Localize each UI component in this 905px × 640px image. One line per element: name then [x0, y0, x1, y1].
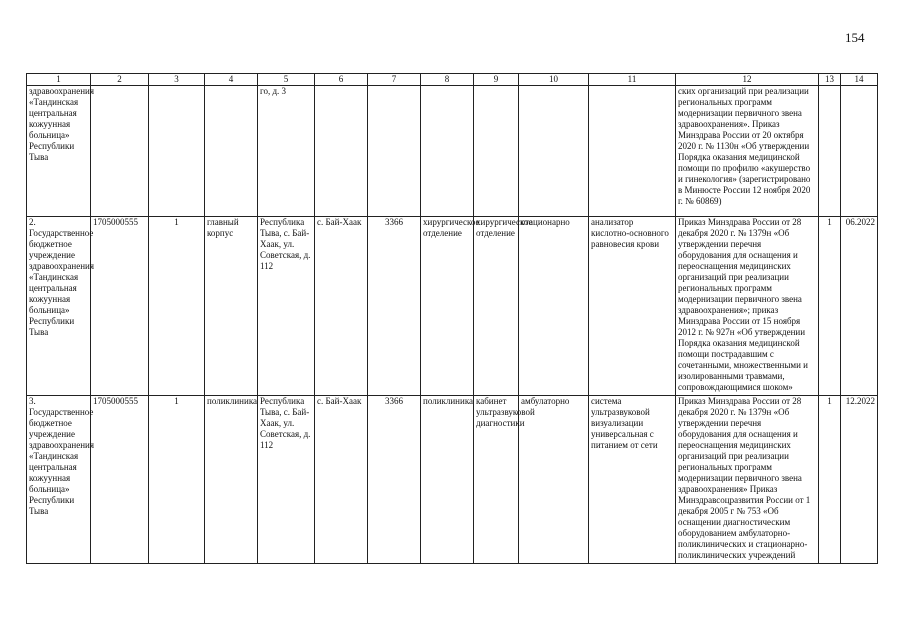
table-cell: 1705000555: [91, 396, 149, 564]
table-cell: анализатор кислотно-основного равновесия крови: [589, 217, 676, 396]
table-cell: поликлиника: [205, 396, 258, 564]
table-cell: поликлиника: [421, 396, 474, 564]
page-number: 154: [845, 30, 865, 45]
table-row: [27, 396, 878, 564]
table-cell: 1: [819, 217, 841, 396]
table-cell: 06.2022: [841, 217, 878, 396]
table-cell: Приказ Минздрава России от 28 декабря 2020 г. № 1379н «Об утверждении перечня оборудования для оснащения и переоснащения медицинских организаций при реализации региональных программ модернизации первичного звена здравоохранения» Приказ Минздравсоцразвития России от 1 декабря 2005 г № 753 «Об оснащении диагностическим оборудованием амбулаторно-поликлинических и стационарно-поликлинических учреждений: [676, 396, 819, 564]
table-cell: стационарно: [519, 217, 589, 396]
table-cell: [819, 86, 841, 217]
table-row: [27, 217, 878, 396]
table-cell: 1: [149, 396, 205, 564]
table-cell: здравоохранения «Тандинская центральная кожуунная больница» Республики Тыва: [27, 86, 91, 217]
table-cell: [421, 86, 474, 217]
column-header: 6: [315, 74, 368, 86]
table-cell: 2. Государственное бюджетное учреждение здравоохранения «Тандинская центральная кожуунная больница» Республики Тыва: [27, 217, 91, 396]
table-cell: Республика Тыва, с. Бай-Хаак, ул. Советская, д. 112: [258, 396, 315, 564]
column-header: 7: [368, 74, 421, 86]
table-cell: 3366: [368, 217, 421, 396]
table-cell: [368, 86, 421, 217]
table-cell: 1705000555: [91, 217, 149, 396]
table-cell: кабинет ультразвуковой диагностики: [474, 396, 519, 564]
table-cell: главный корпус: [205, 217, 258, 396]
column-header: 13: [819, 74, 841, 86]
table-cell: [205, 86, 258, 217]
column-header: 3: [149, 74, 205, 86]
column-header: 2: [91, 74, 149, 86]
table-cell: [589, 86, 676, 217]
table-cell: [474, 86, 519, 217]
column-header: 10: [519, 74, 589, 86]
table-cell: 3366: [368, 396, 421, 564]
table-cell: с. Бай-Хаак: [315, 217, 368, 396]
table-cell: с. Бай-Хаак: [315, 396, 368, 564]
column-header: 8: [421, 74, 474, 86]
column-header: 9: [474, 74, 519, 86]
table-cell: 1: [819, 396, 841, 564]
table-cell: хирургическое отделение: [474, 217, 519, 396]
table-cell: [315, 86, 368, 217]
data-table: [26, 73, 878, 564]
table-cell: ских организаций при реализации региональных программ модернизации первичного звена здравоохранения». Приказ Минздрава России от 20 октября 2020 г. № 1130н «Об утверждении Порядка оказания медицинской помощи по профилю «акушерство и гинекология» (зарегистрировано в Минюсте России 12 ноября 2020 г. № 60869): [676, 86, 819, 217]
table-cell: 1: [149, 217, 205, 396]
table-cell: [841, 86, 878, 217]
column-header: 1: [27, 74, 91, 86]
table-cell: система ультразвуковой визуализации универсальная с питанием от сети: [589, 396, 676, 564]
column-header: 11: [589, 74, 676, 86]
column-header: 12: [676, 74, 819, 86]
column-header: 14: [841, 74, 878, 86]
table-cell: амбулаторно: [519, 396, 589, 564]
table-cell: Республика Тыва, с. Бай-Хаак, ул. Советская, д. 112: [258, 217, 315, 396]
table-cell: [519, 86, 589, 217]
column-header: 4: [205, 74, 258, 86]
table-row: [27, 86, 878, 217]
table-cell: Приказ Минздрава России от 28 декабря 2020 г. № 1379н «Об утверждении перечня оборудования для оснащения и переоснащения медицинских организаций при реализации региональных программ модернизации первичного звена здравоохранения»; приказ Минздрава России от 15 ноября 2012 г. № 927н «Об утверждении Порядка оказания медицинской помощи пострадавшим с сочетанными, множественными и изолированными травмами, сопровождающимися шоком»: [676, 217, 819, 396]
table-cell: 12.2022: [841, 396, 878, 564]
table-cell: [149, 86, 205, 217]
table-cell: 3. Государственное бюджетное учреждение здравоохранения «Тандинская центральная кожуунная больница» Республики Тыва: [27, 396, 91, 564]
table-cell: хирургическое отделение: [421, 217, 474, 396]
table-header-row: [27, 74, 878, 86]
table-cell: го, д. 3: [258, 86, 315, 217]
table-cell: [91, 86, 149, 217]
column-header: 5: [258, 74, 315, 86]
